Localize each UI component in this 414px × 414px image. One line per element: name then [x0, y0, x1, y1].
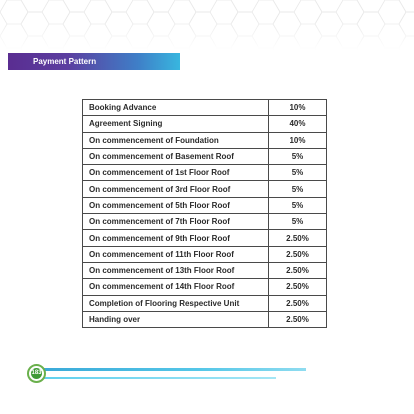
page-number: 183 [31, 368, 42, 379]
page-number-badge [27, 364, 46, 383]
payment-stage-cell: On commencement of 11th Floor Roof [83, 246, 269, 262]
table-row [83, 295, 327, 311]
payment-table-container [82, 99, 326, 328]
payment-percent-cell: 2.50% [269, 246, 327, 262]
footer-line-upper [40, 368, 306, 371]
table-row [83, 148, 327, 164]
table-row [83, 246, 327, 262]
payment-percent-cell: 2.50% [269, 279, 327, 295]
payment-table-body [83, 100, 327, 328]
payment-stage-cell: On commencement of 1st Floor Roof [83, 165, 269, 181]
payment-stage-cell: On commencement of 7th Floor Roof [83, 214, 269, 230]
table-row [83, 165, 327, 181]
payment-table [82, 99, 327, 328]
page-title: Payment Pattern [33, 57, 97, 66]
payment-stage-cell: On commencement of Foundation [83, 132, 269, 148]
table-row [83, 279, 327, 295]
payment-percent-cell: 5% [269, 165, 327, 181]
payment-percent-cell: 2.50% [269, 311, 327, 327]
table-row [83, 311, 327, 327]
payment-percent-cell: 2.50% [269, 295, 327, 311]
table-row [83, 197, 327, 213]
table-row [83, 262, 327, 278]
payment-stage-cell: On commencement of 9th Floor Roof [83, 230, 269, 246]
payment-stage-cell: Booking Advance [83, 100, 269, 116]
payment-percent-cell: 5% [269, 148, 327, 164]
payment-percent-cell: 2.50% [269, 262, 327, 278]
payment-percent-cell: 10% [269, 100, 327, 116]
payment-percent-cell: 5% [269, 214, 327, 230]
table-row [83, 116, 327, 132]
payment-stage-cell: On commencement of Basement Roof [83, 148, 269, 164]
table-row [83, 132, 327, 148]
payment-percent-cell: 40% [269, 116, 327, 132]
table-row [83, 214, 327, 230]
payment-stage-cell: Handing over [83, 311, 269, 327]
table-row [83, 230, 327, 246]
payment-stage-cell: Completion of Flooring Respective Unit [83, 295, 269, 311]
payment-stage-cell: On commencement of 3rd Floor Roof [83, 181, 269, 197]
payment-percent-cell: 10% [269, 132, 327, 148]
hexagon-pattern-background [0, 0, 414, 50]
table-row [83, 181, 327, 197]
footer-line-lower [40, 377, 276, 379]
payment-stage-cell: On commencement of 14th Floor Roof [83, 279, 269, 295]
payment-stage-cell: On commencement of 5th Floor Roof [83, 197, 269, 213]
table-row [83, 100, 327, 116]
payment-percent-cell: 5% [269, 197, 327, 213]
payment-stage-cell: On commencement of 13th Floor Roof [83, 262, 269, 278]
payment-percent-cell: 5% [269, 181, 327, 197]
payment-stage-cell: Agreement Signing [83, 116, 269, 132]
payment-percent-cell: 2.50% [269, 230, 327, 246]
